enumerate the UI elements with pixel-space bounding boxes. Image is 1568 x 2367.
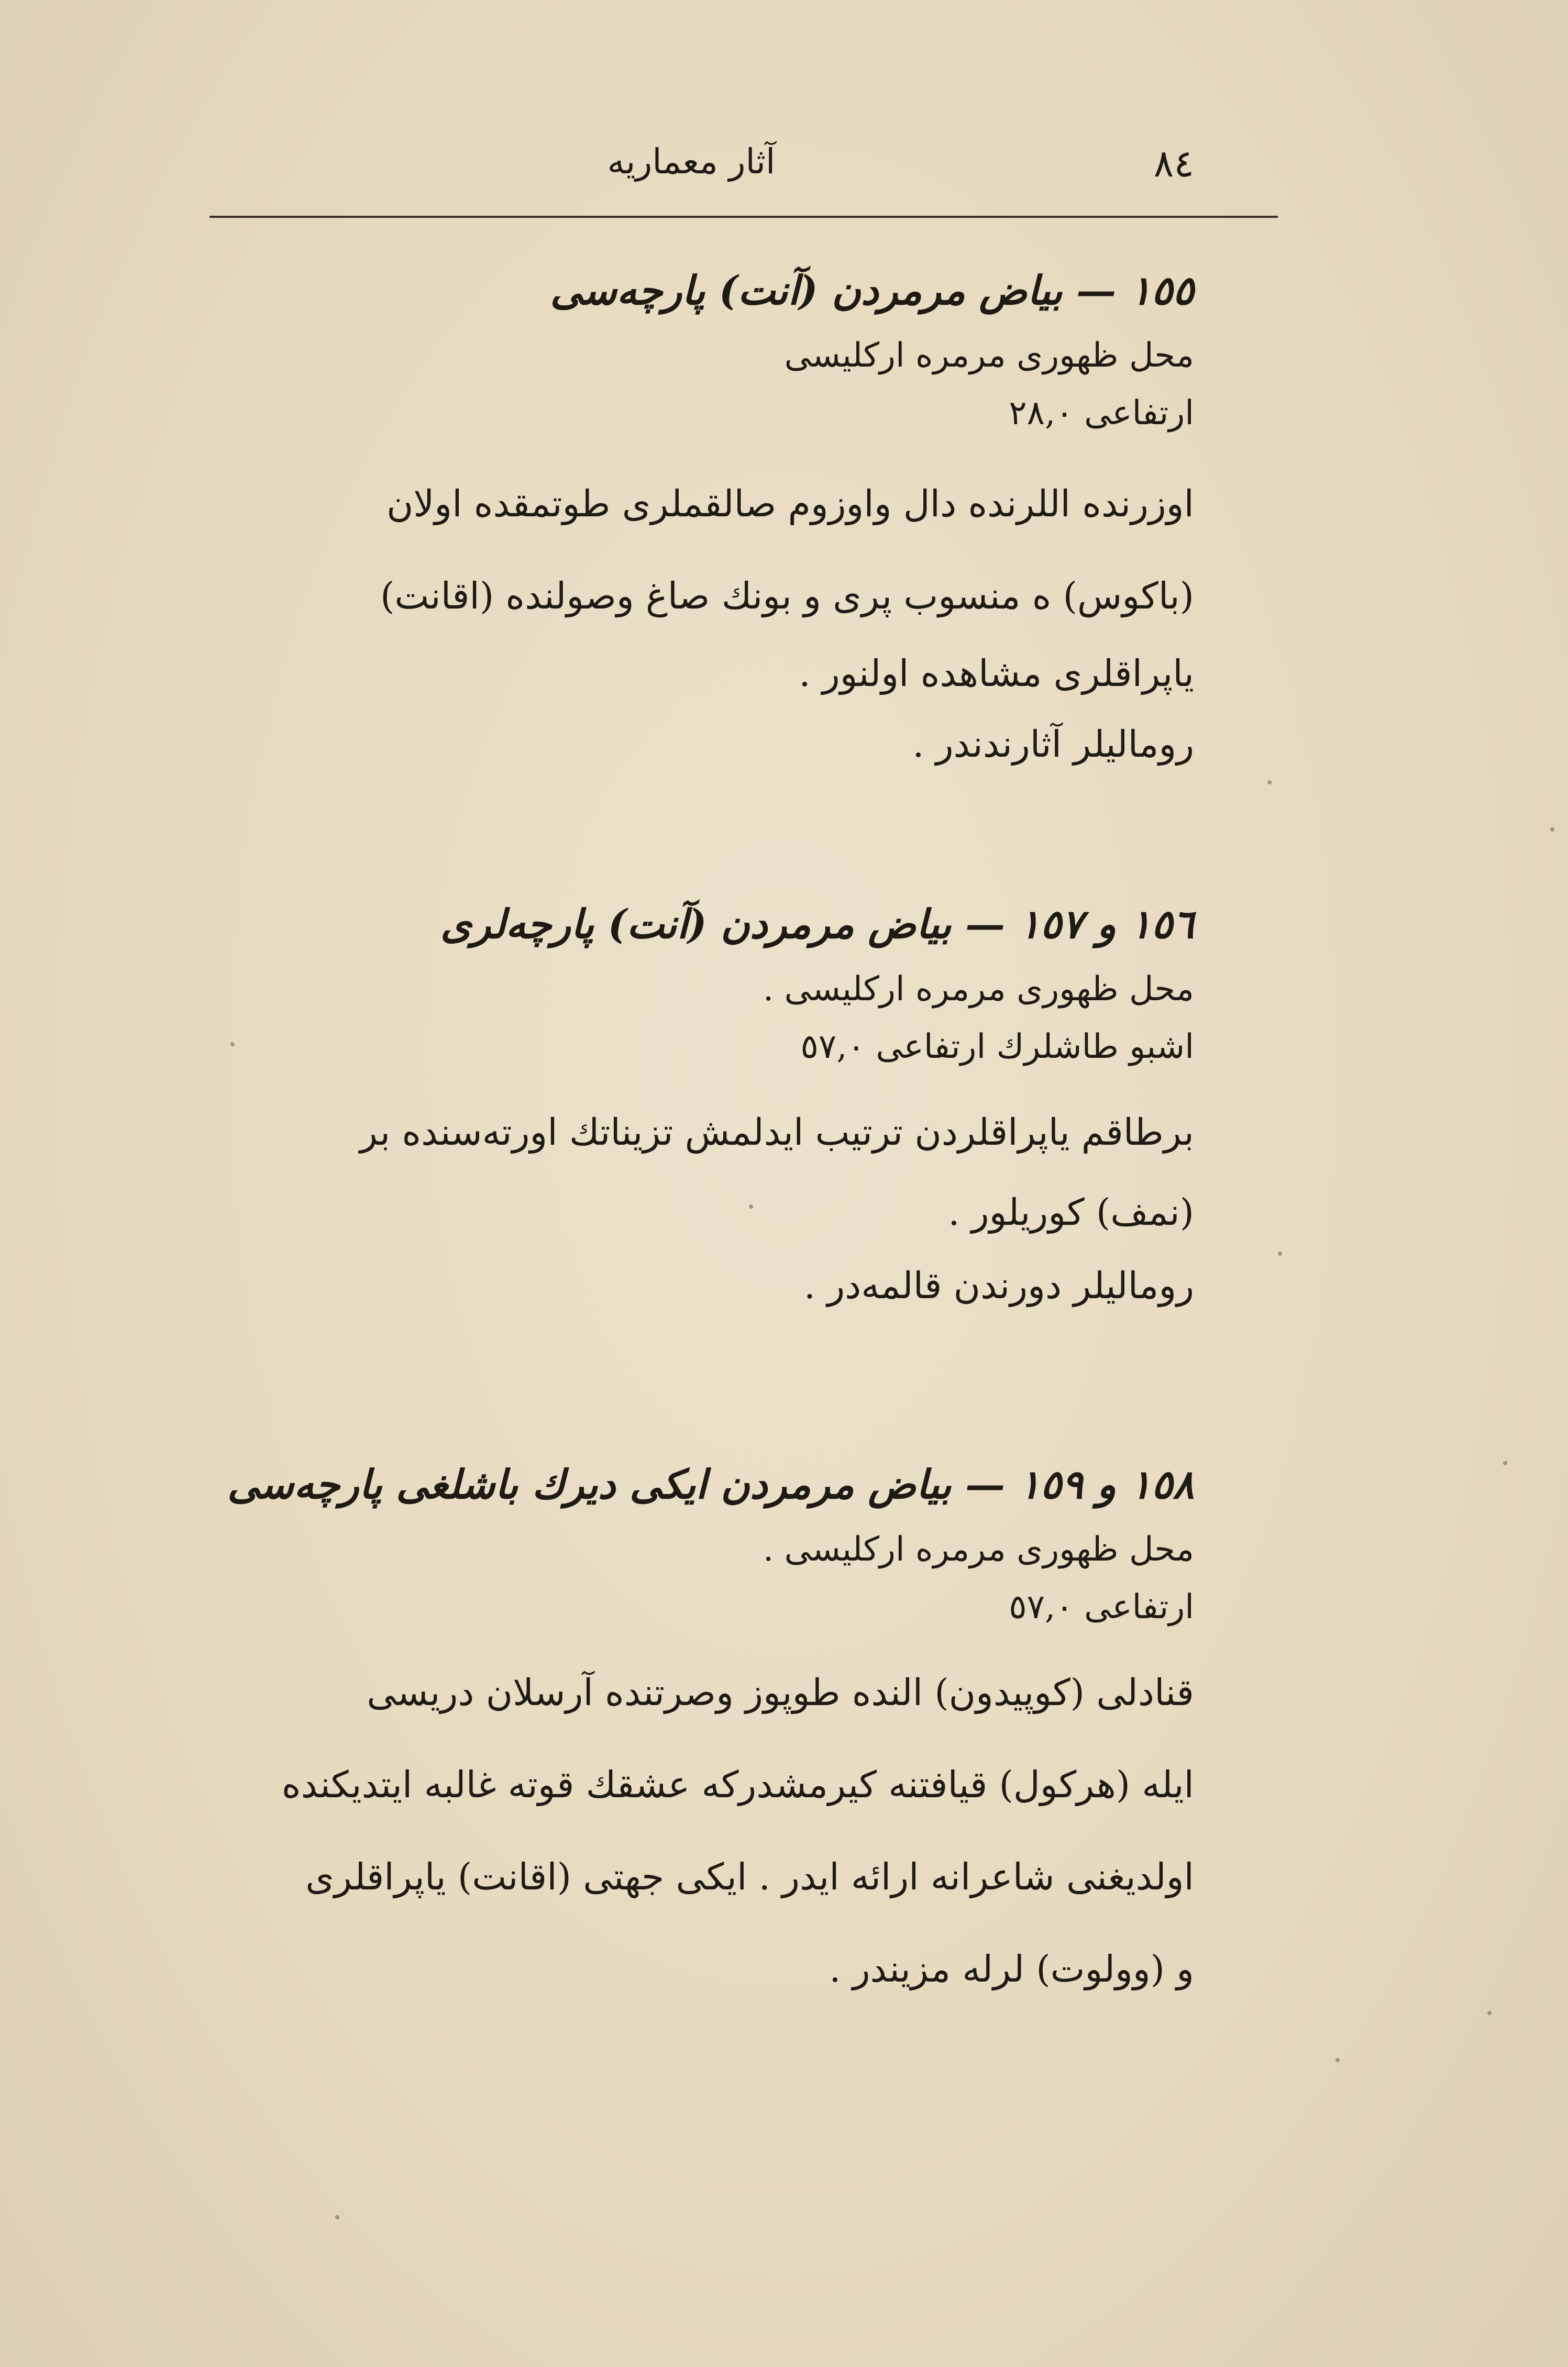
entry-158-159 — [189, 1456, 1194, 2015]
paper-speck — [1335, 2058, 1340, 2062]
header-rule — [209, 216, 1278, 218]
entry-meta-line: اشبو طاشلرك ارتفاعی ٥٧,٠ — [800, 1027, 1194, 1066]
entry-body-line: (نمف) کوریلور . — [948, 1191, 1194, 1234]
entry-body-line: (باکوس) ه منسوب پری و بونك صاغ وصولنده (اقانت) — [380, 574, 1194, 617]
entry-body-line: اوزرنده اللرنده دال واوزوم صالقملری طوتمقده اولان — [386, 482, 1194, 525]
entry-body-line: ایله (هرکول) قیافتنه کیرمشدرکه عشقك قوته غالبه ایتدیکنده — [281, 1763, 1194, 1806]
running-head — [189, 141, 1194, 199]
entry-heading: ١٥٥ — بیاض مرمردن (آنت) پارچه‌سی — [550, 267, 1194, 314]
paper-speck — [1550, 827, 1554, 832]
entry-155 — [189, 262, 1194, 783]
paper-speck — [335, 2215, 339, 2219]
paper-speck — [1503, 1461, 1507, 1465]
entry-body-line: یاپراقلری مشاهده اولنور . — [799, 652, 1194, 695]
page-number: ٨٤ — [1153, 141, 1194, 185]
entry-heading: ١٥٨ و ١٥٩ — بیاض مرمردن ایکی دیرك باشلغی پارچه‌سی — [227, 1461, 1194, 1508]
entry-body-line: و (وولوت) لرله مزیندر . — [829, 1948, 1194, 1990]
entry-closing-line: روماليلر دورندن قالمه‌در . — [803, 1264, 1194, 1307]
entry-closing-line: روماليلر آثارندندر . — [912, 723, 1194, 766]
entry-meta-line: ارتفاعی ٢٨,٠ — [1009, 394, 1194, 433]
entry-body-line: اولدیغنی شاعرانه ارائه ایدر . ایکی جهتی (اقانت) یاپراقلری — [305, 1855, 1194, 1898]
entry-meta-line: ارتفاعی ٥٧,٠ — [1009, 1588, 1194, 1627]
paper-speck — [1487, 2011, 1492, 2015]
entry-body-line: قنادلی (کوپیدون) النده طوپوز وصرتنده آرسلان دریسی — [367, 1671, 1194, 1714]
running-title: آثار معماریه — [607, 141, 776, 182]
paper-speck — [1278, 1252, 1282, 1256]
entry-heading: ١٥٦ و ١٥٧ — بیاض مرمردن (آنت) پارچه‌لری — [440, 901, 1194, 947]
paper-speck — [1267, 780, 1272, 784]
entry-body-line: برطاقم یاپراقلردن ترتیب ایدلمش تزیناتك اورته‌سنده بر — [360, 1111, 1194, 1154]
entry-meta-line: محل ظهوری مرمره ارکلیسی . — [763, 970, 1194, 1009]
entry-meta-line: محل ظهوری مرمره ارکلیسی . — [763, 1530, 1194, 1569]
entry-156-157 — [189, 895, 1194, 1325]
entry-meta-line: محل ظهوری مرمره ارکلیسی — [784, 336, 1194, 375]
